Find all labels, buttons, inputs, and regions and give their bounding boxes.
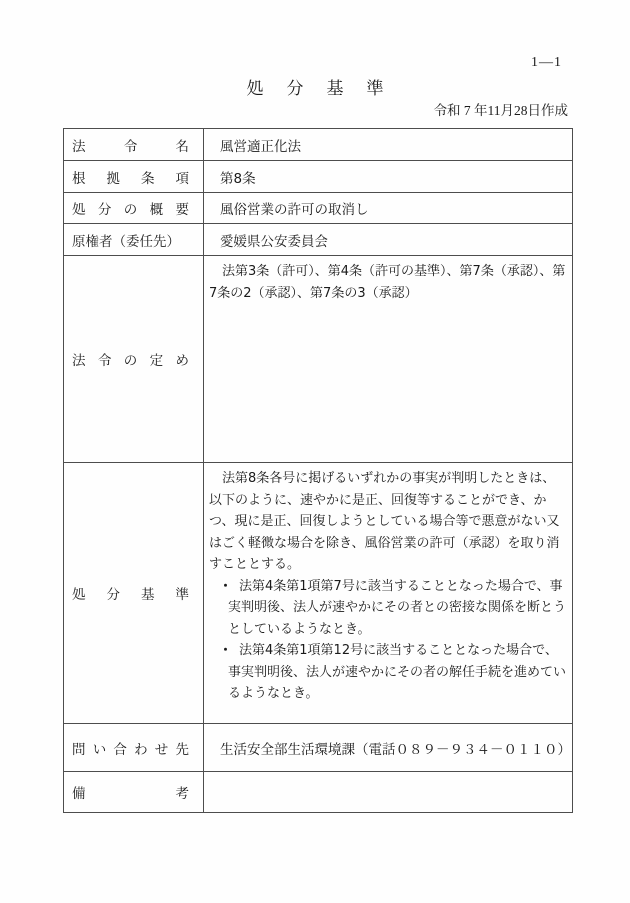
criteria-value-cell [204,463,573,724]
criteria-bullet-text: 法第4条第1項第7号に該当することとなった場合で、事実判明後、法人が速やかにその者との密接な関係を断とうとしているようなとき。 [228,578,567,637]
authority-value: 愛媛県公安委員会 [204,224,573,256]
table-row-basis [64,161,573,193]
created-date: 令和 7 年11月28日作成 [433,103,568,118]
criteria-label: 処 分 基 準 [72,587,189,602]
criteria-paragraph: 法第8条各号に掲げるいずれかの事実が判明したときは、以下のように、速やかに是正、回復等することができ、かつ、現に是正、回復しようとしている場合等で悪意がない又はごく軽微な場合を除き、風俗営業の許可（承認）を取り消すこととする。 [209,471,560,572]
contact-value: 生活安全部生活環境課（電話０８９－９３４－０１１０） [204,724,573,772]
law-name-value: 風営適正化法 [204,129,573,161]
summary-value: 風俗営業の許可の取消し [204,193,573,224]
document-title: 処 分 基 準 [246,79,387,98]
page-number: 1―1 [531,55,562,70]
provisions-text: 法第3条（許可）、第4条（許可の基準）、第7条（承認）、第7条の2（承認）、第7条の3（承認） [209,264,566,301]
table-row-contact [64,724,573,772]
basis-label: 根 拠 条 項 [72,170,189,186]
summary-label-cell [64,193,204,224]
authority-label: 原権者（委任先） [72,233,180,249]
summary-label: 処 分 の 概 要 [72,202,189,217]
basis-value: 第8条 [204,161,573,193]
criteria-bullet-item [209,576,568,641]
criteria-bullet-text: 法第4条第1項第12号に該当することとなった場合で、事実判明後、法人が速やかにその者の解任手続を進めているようなとき。 [228,643,567,701]
provisions-value-cell [204,256,573,463]
provisions-label: 法 令 の 定 め [72,353,189,368]
table-row-provisions [64,256,573,463]
authority-label-cell [64,224,204,256]
criteria-bullet-item [209,640,568,705]
remarks-value [204,772,573,813]
table-row-law-name [64,129,573,161]
criteria-label-cell [64,463,204,724]
bullet-marker: ・ [219,578,233,594]
basis-label-cell [64,161,204,193]
bullet-marker: ・ [219,643,233,658]
table-row-criteria [64,463,573,724]
remarks-label: 備 考 [72,786,189,801]
contact-label: 問 い 合 わ せ 先 [72,741,189,757]
provisions-label-cell [64,256,204,463]
law-name-label: 法 令 名 [72,138,189,154]
remarks-label-cell [64,772,204,813]
table-row-remarks [64,772,573,813]
table-row-summary [64,193,573,224]
criteria-table [63,128,573,813]
contact-label-cell [64,724,204,772]
law-name-label-cell [64,129,204,161]
table-row-authority [64,224,573,256]
